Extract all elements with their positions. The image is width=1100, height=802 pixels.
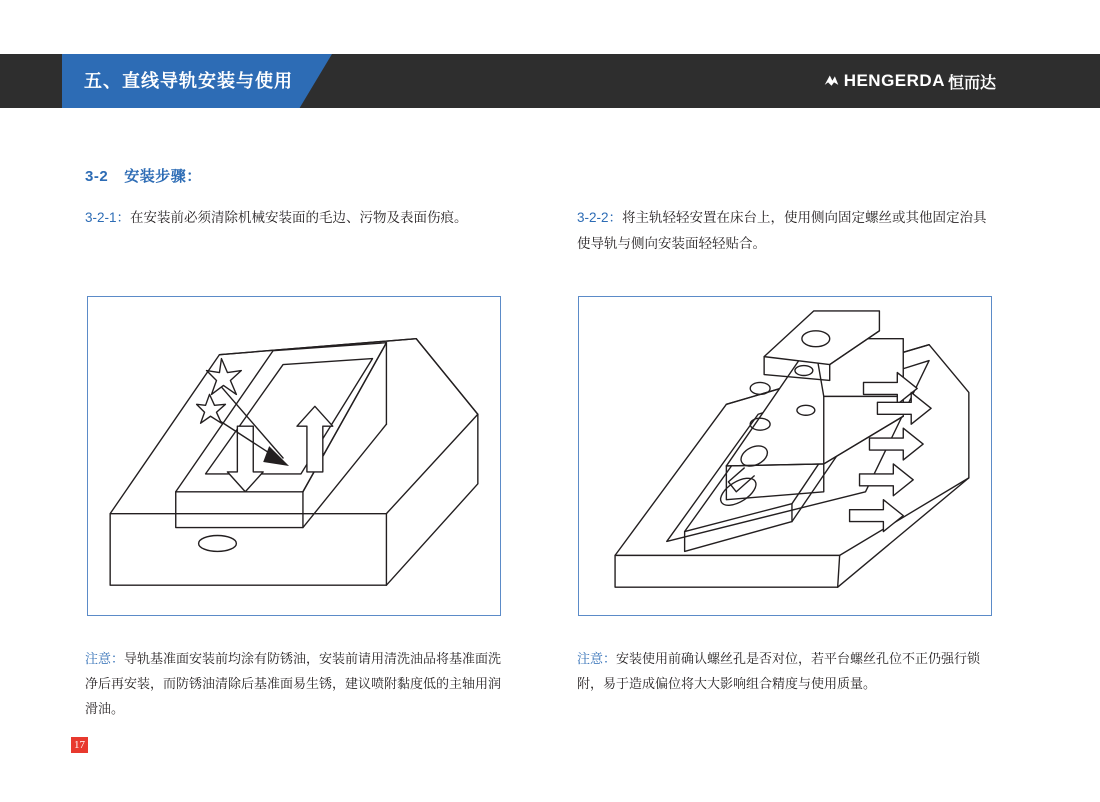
figure-rail-deburring — [87, 296, 501, 616]
column-left — [85, 205, 503, 231]
step-1-label: 3-2-1： — [85, 210, 131, 225]
section-number: 3-2 — [85, 168, 109, 185]
brand-logo — [823, 54, 996, 108]
step-2-label: 3-2-2： — [577, 210, 623, 225]
note-left — [85, 646, 503, 721]
note-right-label: 注意： — [577, 651, 617, 666]
step-1-text: 在安装前必须清除机械安装面的毛边、污物及表面伤痕。 — [130, 210, 468, 225]
step-2-text: 将主轨轻轻安置在床台上，使用侧向固定螺丝或其他固定治具使导轨与侧向安装面轻轻贴合。 — [577, 210, 987, 251]
note-right-text: 安装使用前确认螺丝孔是否对位，若平台螺丝孔位不正仍强行锁附，易于造成偏位将大大影响组合精度与使用质量。 — [577, 651, 981, 691]
step-2 — [577, 205, 995, 257]
note-left-label: 注意： — [85, 651, 125, 666]
page-header — [0, 54, 1100, 108]
step-1 — [85, 205, 503, 231]
hengerda-logo-icon — [823, 73, 840, 90]
section-heading — [85, 165, 202, 186]
brand-name-cn: 恒而达 — [947, 74, 996, 92]
column-right — [577, 205, 995, 257]
note-right — [577, 646, 995, 696]
page-title: 五、直线导轨安装与使用 — [84, 71, 293, 91]
page-number-badge: 17 — [71, 737, 88, 753]
figure-rail-mounting — [578, 296, 992, 616]
brand-name-en: HENGERDA — [843, 71, 945, 90]
note-left-text: 导轨基准面安装前均涂有防锈油，安装前请用清洗油品将基准面洗净后再安装，而防锈油清除后基准面易生锈，建议喷附黏度低的主轴用润滑油。 — [85, 651, 502, 716]
section-title-text: 安装步骤： — [124, 168, 202, 185]
